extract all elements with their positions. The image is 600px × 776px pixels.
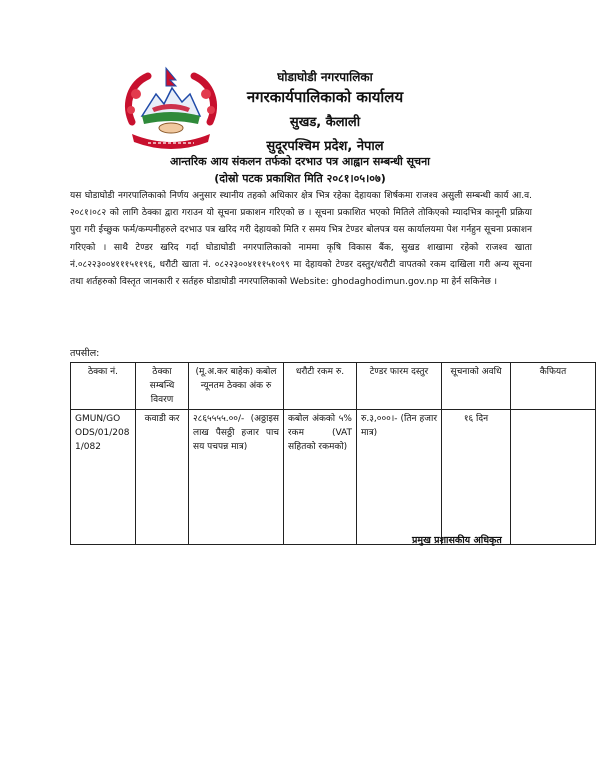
notice-paragraph: यस घोडाघोडी नगरपालिकाको निर्णय अनुसार स्थानीय तहको अधिकार क्षेत्र भित्र रहेका देहायका शिर्षकमा राजश्व असुली सम्बन्धी कार्य आ.व. २०८१।०८२ को लागि ठेक्का द्वारा गराउन यो सूचना प्रकाशन गरिएको छ । सूचना प्रकाशित भएको मितिले तोकिएको म्यादभित्र कानूनी प्रक्रिया पुरा गरी ईच्छुक फर्म/कम्पनीहरुले दरभाउ पत्र खरिद गरी देहायको मिति र समय भित्र टेण्डर बोलपत्र यस कार्यालयमा पेश गर्नहुन सूचना प्रकाशन गरिएको । साथै टेण्डर खरिद गर्दा घोडाघोडी नगरपालिकाको नाममा कृषि विकास बैंक, सुखड शाखामा रहेको राजश्व खाता नं.०८२२३००४१११५११९६, धरौटी खाता नं. ०८२२३००४१११५१०९९ मा देहायको टेण्डर दस्तुर/धरौटी वापतको रकम दाखिला गरी अन्य सूचना तथा शर्तहरुको विस्तृत जानकारी र सर्तहरु घोडाघोडी नगरपालिकाको Website: ghodaghodimun.gov.np मा हेर्न सकिनेछ । [70,191,532,288]
cell-tender-fee: रु.३,०००।- (तिन हजार मात्र) [357,410,442,545]
signatory-title: प्रमुख प्रशासकीय अधिकृत [412,535,502,546]
cell-deposit: कबोल अंकको ५% रकम (VAT सहितको रकमको) [284,410,357,545]
header-contract-no: ठेक्का नं. [71,363,136,410]
header-tender-fee: टेण्डर फारम दस्तुर [357,363,442,410]
office-name: नगरकार्यपालिकाको कार्यालय [246,88,404,106]
header-contract-subject: ठेक्का सम्बन्धि विवरण [136,363,189,410]
cell-min-bid: २८६५५५५.००/- (अठ्ठाइस लाख पैसठ्ठी हजार पाच सय पचपन्न मात्र) [189,410,284,545]
header-deposit: धरौटी रकम रु. [284,363,357,410]
publish-date-note: (दोस्रो पटक प्रकाशित मिति २०८१।०५।०७) [214,172,386,185]
header-remarks: कैफियत [511,363,596,410]
province-line: सुदूरपश्चिम प्रदेश, नेपाल [266,139,384,154]
tender-table [70,362,596,545]
cell-contract-subject: कवाडी कर [136,410,189,545]
table-row [71,410,596,545]
notice-title: आन्तरिक आय संकलन तर्फको दरभाउ पत्र आह्वान सम्बन्धी सूचना [169,155,431,168]
office-location: सुखड, कैलाली [289,115,361,130]
cell-notice-period: १६ दिन [442,410,511,545]
cell-remarks [511,410,596,545]
header-min-bid: (मू.अ.कर बाहेक) कबोल न्यूनतम ठेक्का अंक रु [189,363,284,410]
header-notice-period: सूचनाको अवधि [442,363,511,410]
municipality-name: घोडाघोडी नगरपालिका [277,70,373,84]
details-label: तपसील: [70,348,100,359]
table-header-row [71,363,596,410]
cell-contract-no: GMUN/GO ODS/01/208 1/082 [71,410,136,545]
